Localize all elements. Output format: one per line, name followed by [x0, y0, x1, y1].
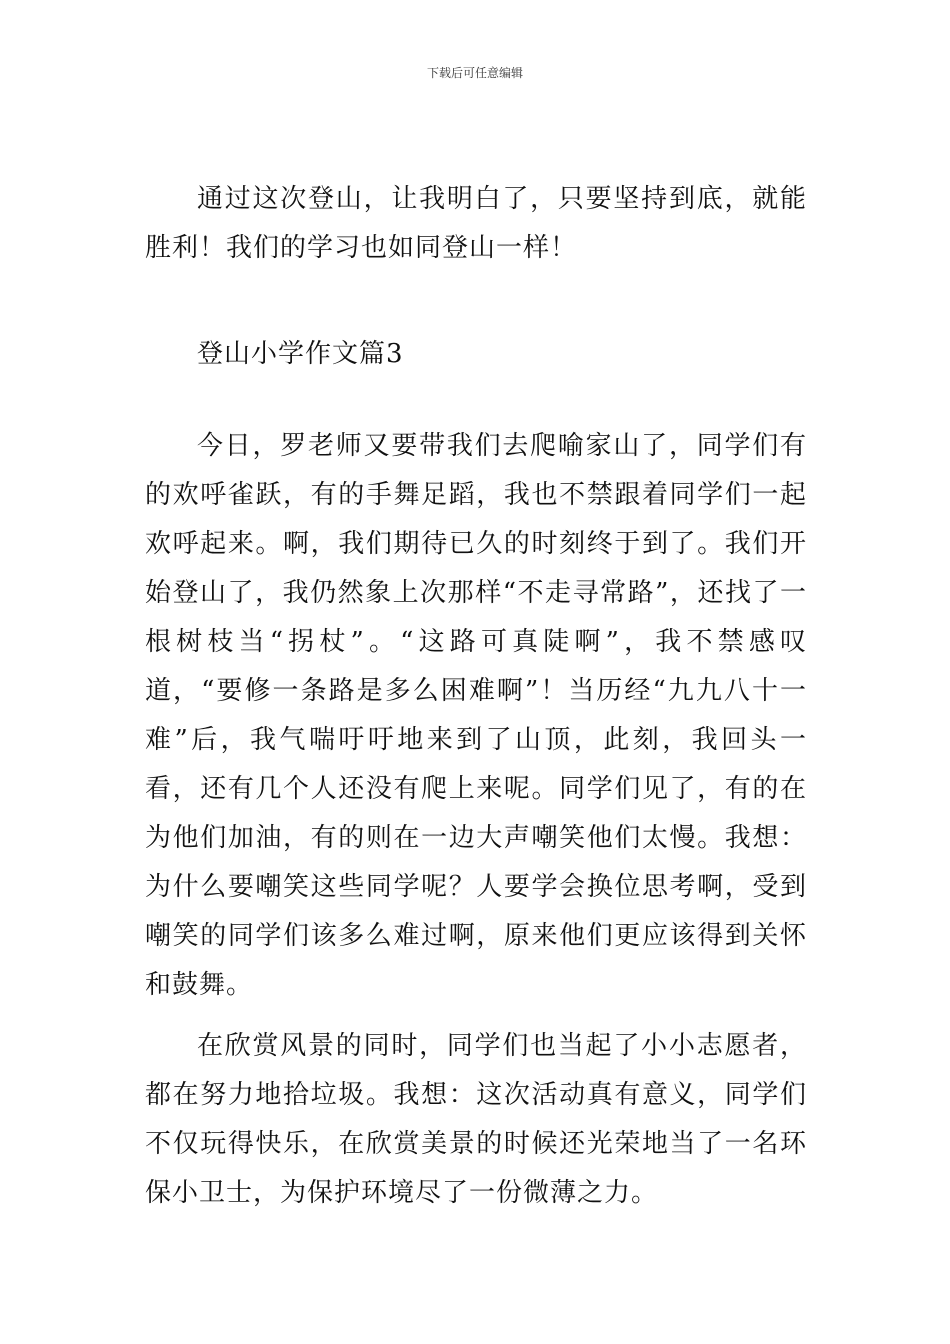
- paragraph-2: 今日，罗老师又要带我们去爬喻家山了，同学们有的欢呼雀跃，有的手舞足蹈，我也不禁跟着同学们一起欢呼起来。啊，我们期待已久的时刻终于到了。我们开始登山了，我仍然象上次那样“不走寻常路”，还找了一根树枝当“拐杖”。“这路可真陡啊”，我不禁感叹道，“要修一条路是多么困难啊”！当历经“九九八十一难”后，我气喘吁吁地来到了山顶，此刻，我回头一看，还有几个人还没有爬上来呢。同学们见了，有的在为他们加油，有的则在一边大声嘲笑他们太慢。我想：为什么要嘲笑这些同学呢？人要学会换位思考啊，受到嘲笑的同学们该多么难过啊，原来他们更应该得到关怀和鼓舞。: [145, 431, 807, 1000]
- page-header: 下载后可任意编辑: [426, 66, 523, 80]
- paragraph-3: 在欣赏风景的同时，同学们也当起了小小志愿者，都在努力地拾垃圾。我想：这次活动真有意义，同学们不仅玩得快乐，在欣赏美景的时候还光荣地当了一名环保小卫士，为保护环境尽了一份微薄之力。: [145, 1031, 807, 1208]
- section-heading: 登山小学作文篇3: [197, 339, 404, 369]
- paragraph-1: 通过这次登山，让我明白了，只要坚持到底，就能胜利！我们的学习也如同登山一样！: [145, 184, 807, 263]
